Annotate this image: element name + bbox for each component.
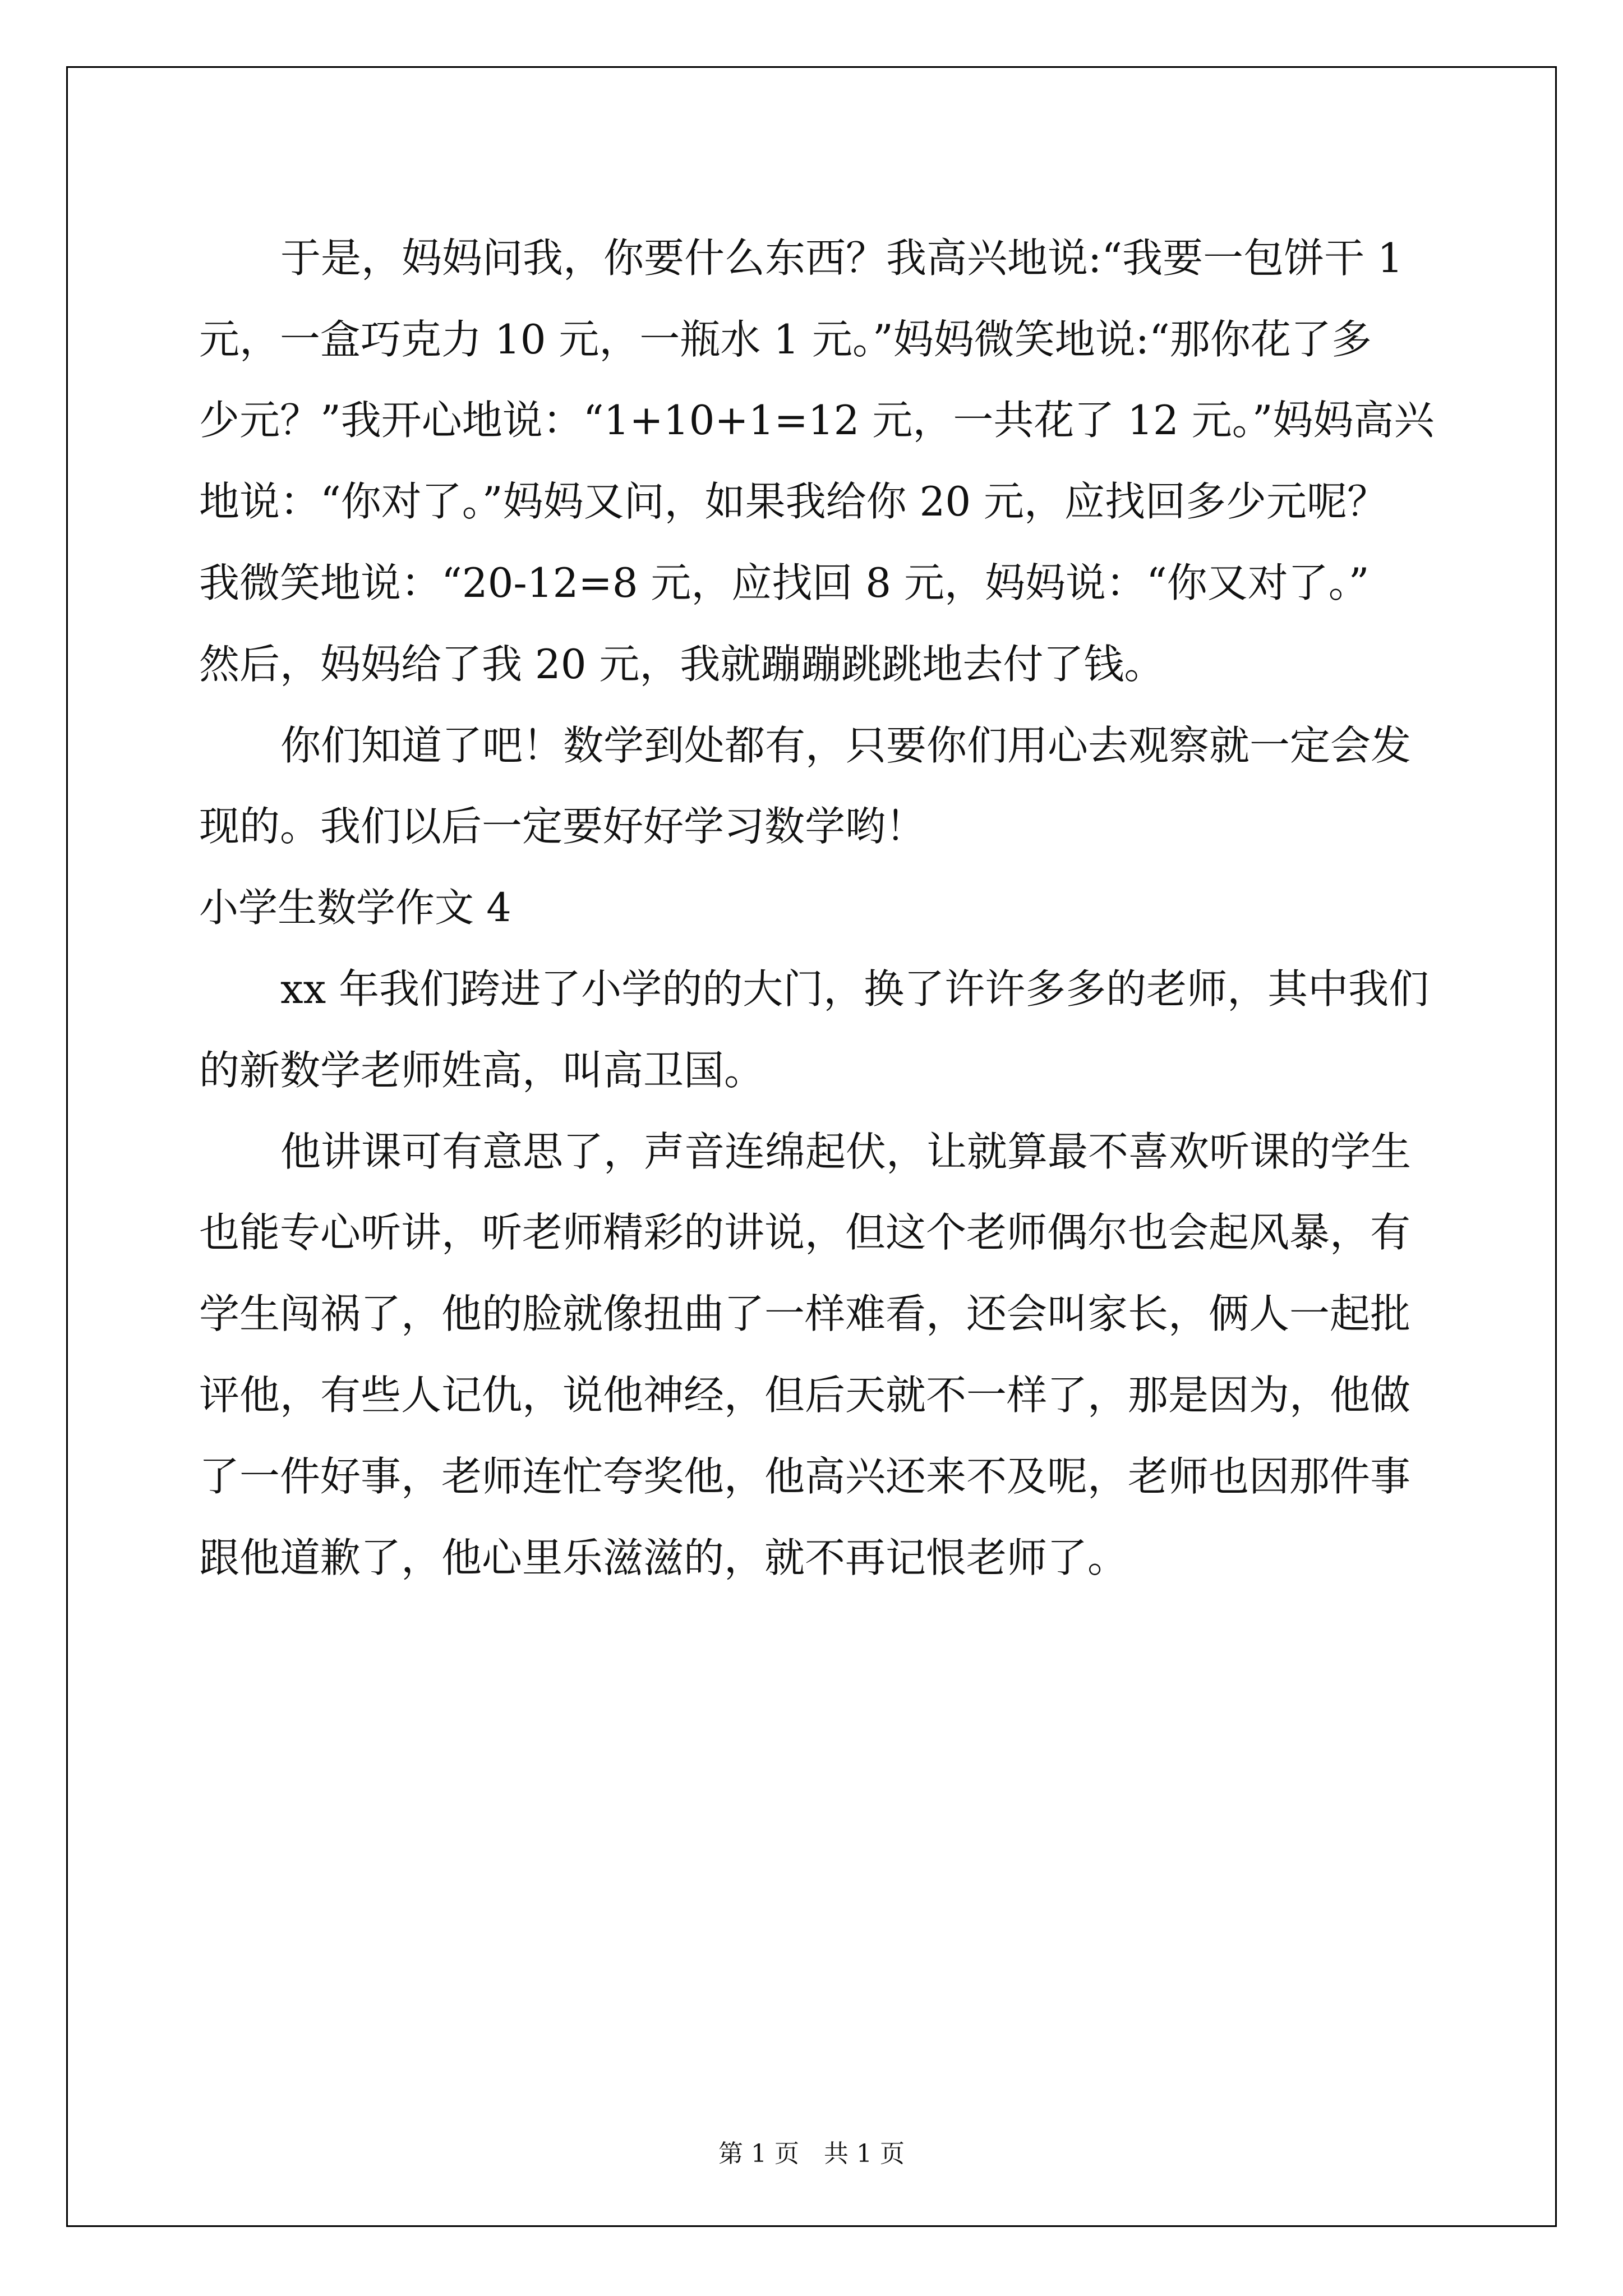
text-line: 了一件好事，老师连忙夸奖他，他高兴还来不及呢，老师也因那件事 — [199, 1453, 1411, 1500]
text-line: 地说：“你对了。”妈妈又问，如果我给你 20 元，应找回多少元呢？ — [199, 478, 1388, 525]
text-line: 你们知道了吧！数学到处都有，只要你们用心去观察就一定会发 — [280, 722, 1412, 769]
text-line: 的新数学老师姓高，叫高卫国。 — [199, 1047, 765, 1094]
page-footer: 第 1 页 共 1 页 — [718, 2139, 905, 2168]
text-line: 跟他道歉了，他心里乐滋滋的，就不再记恨老师了。 — [199, 1534, 1128, 1581]
text-line: 我微笑地说：“20-12=8 元，应找回 8 元，妈妈说：“你又对了。” — [199, 559, 1370, 606]
text-line: 他讲课可有意思了，声音连绵起伏，让就算最不喜欢听课的学生 — [280, 1128, 1412, 1175]
text-line: 现的。我们以后一定要好好学习数学哟！ — [199, 803, 926, 850]
text-line: 少元？”我开心地说：“1+10+1=12 元，一共花了 12 元。”妈妈高兴 — [199, 397, 1435, 444]
text-line: xx 年我们跨进了小学的的大门，换了许许多多的老师，其中我们 — [280, 965, 1430, 1013]
section-heading: 小学生数学作文 4 — [199, 885, 511, 931]
text-line: 元，一盒巧克力 10 元，一瓶水 1 元。”妈妈微笑地说:“那你花了多 — [199, 316, 1372, 363]
text-line: 学生闯祸了，他的脸就像扭曲了一样难看，还会叫家长，俩人一起批 — [199, 1290, 1411, 1337]
text-line: 然后，妈妈给了我 20 元，我就蹦蹦跳跳地去付了钱。 — [199, 641, 1165, 688]
text-line: 也能专心听讲，听老师精彩的讲说，但这个老师偶尔也会起风暴，有 — [199, 1209, 1411, 1256]
text-line: 评他，有些人记仇，说他神经，但后天就不一样了，那是因为，他做 — [199, 1372, 1411, 1419]
text-line: 于是，妈妈问我，你要什么东西？我高兴地说:“我要一包饼干 1 — [280, 234, 1403, 282]
